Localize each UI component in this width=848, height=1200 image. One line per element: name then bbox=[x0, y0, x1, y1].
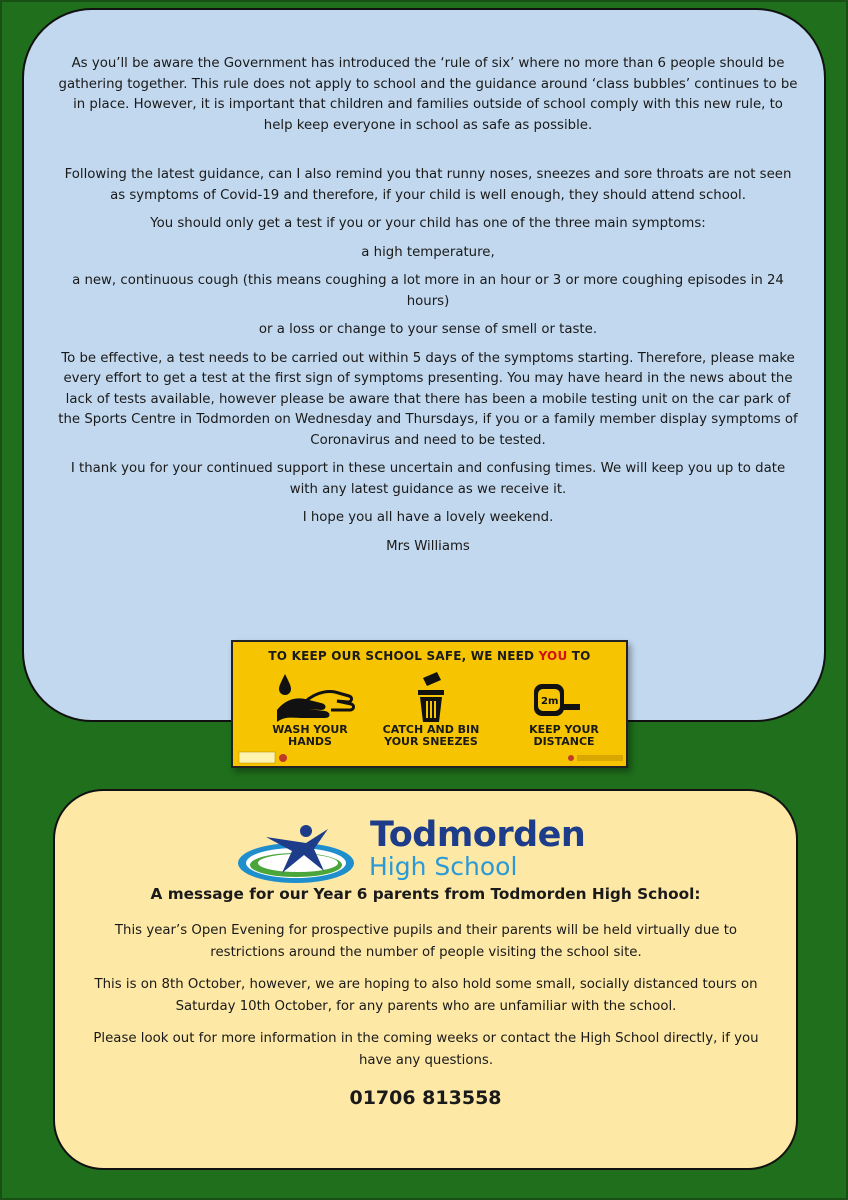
school-logo-subtitle: High School bbox=[369, 852, 518, 881]
letter-signature: Mrs Williams bbox=[386, 538, 470, 554]
symptom-item: a new, continuous cough (this means coughing a lot more in an hour or 3 or more coughing episodes in 24 hours) bbox=[72, 273, 784, 309]
keep-distance-label: KEEP YOUR DISTANCE bbox=[529, 723, 599, 748]
safety-poster bbox=[231, 640, 628, 768]
letter-paragraph: You should only get a test if you or your child has one of the three main symptoms: bbox=[150, 216, 706, 231]
high-school-title: A message for our Year 6 parents from Todmorden High School: bbox=[150, 885, 701, 903]
symptom-item: a high temperature, bbox=[361, 244, 495, 260]
footer-logos-icon bbox=[237, 750, 627, 766]
letter-text bbox=[58, 54, 798, 565]
high-school-paragraph: Please look out for more information in the coming weeks or contact the High School directly, if you have any questions. bbox=[93, 1031, 759, 1068]
letter-paragraph: As you’ll be aware the Government has introduced the ‘rule of six’ where no more than 6 people should be gathering together. This rule does not apply to school and the guidance around ‘class bubbles’ continues to be in place. However, it is important that children and families outside of school comply with this new rule, to help keep everyone in school as safe as possible. bbox=[58, 56, 798, 133]
hand-wash-icon bbox=[271, 670, 357, 728]
letter-paragraph: Following the latest guidance, can I also remind you that runny noses, sneezes and sore throats are not seen as symptoms of Covid-19 and therefore, if your child is well enough, they should attend school. bbox=[64, 167, 792, 203]
letter-paragraph: I thank you for your continued support in these uncertain and confusing times. We will keep you up to date with any latest guidance as we receive it. bbox=[70, 461, 786, 497]
symptom-item: or a loss or change to your sense of smell or taste. bbox=[258, 322, 598, 337]
catch-bin-label: CATCH AND BIN YOUR SNEEZES bbox=[382, 723, 480, 748]
high-school-text bbox=[78, 920, 774, 1082]
high-school-paragraph: This is on 8th October, however, we are hoping to also hold some small, socially distanced tours on Saturday 10th October, for any parents who are unfamiliar with the school. bbox=[94, 977, 758, 1014]
bin-icon bbox=[411, 668, 451, 724]
tape-label: 2m bbox=[541, 696, 559, 707]
high-school-paragraph: This year’s Open Evening for prospective pupils and their parents will be held virtually due to restrictions around the number of people visiting the school site. bbox=[114, 923, 738, 960]
wash-hands-label: WASH YOUR HANDS bbox=[272, 723, 348, 748]
poster-heading-you: YOU bbox=[538, 649, 568, 663]
poster-heading: TO KEEP OUR SCHOOL SAFE, WE NEED YOU TO bbox=[268, 649, 591, 663]
phone-number: 01706 813558 bbox=[349, 1087, 502, 1109]
letter-paragraph: I hope you all have a lovely weekend. bbox=[302, 510, 554, 525]
letter-paragraph: To be effective, a test needs to be carried out within 5 days of the symptoms starting. Therefore, please make every effort to get a test at the first sign of symptoms presenting. You may have heard in the news about the lack of tests available, however please be aware that there has been a mobile testing unit on the car park of the Sports Centre in Todmorden on Wednesday and Thursdays, if you or a family member display symptoms of Coronavirus and need to be tested. bbox=[58, 350, 798, 448]
school-logo-name: Todmorden bbox=[370, 815, 586, 855]
